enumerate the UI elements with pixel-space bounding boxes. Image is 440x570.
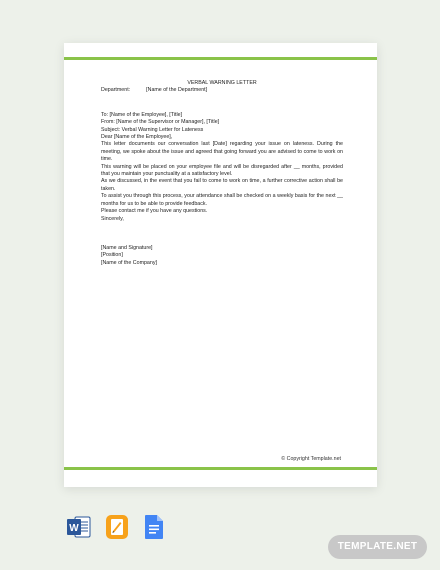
letter-title: VERBAL WARNING LETTER [187, 80, 257, 86]
paragraph: To assist you through this process, your attendance shall be checked on a weekly basis for the next __ months for us to be able to provide feedback. [101, 193, 343, 207]
letter-body [101, 80, 343, 267]
subject-line: Subject: Verbal Warning Letter for Lateness [101, 126, 204, 133]
signature-line: [Name and Signature] [101, 244, 153, 251]
paragraph: This warning will be placed on your employee file and will be disregarded after __ months, provided that you maintain your punctuality at a satisfactory level. [101, 163, 343, 178]
document-preview [64, 43, 377, 487]
top-accent-rule [64, 57, 377, 60]
signature-block [101, 245, 343, 267]
signature-line: [Position] [101, 252, 123, 259]
paragraph: Please contact me if you have any questions. [101, 208, 208, 215]
signature-line: [Name of the Company] [101, 259, 157, 266]
department-line [101, 87, 343, 94]
word-letter: W [69, 523, 79, 534]
department-value: [Name of the Department] [146, 87, 208, 94]
closing: Sincerely, [101, 215, 124, 222]
copyright-text: © Copyright Template.net [281, 456, 341, 462]
google-docs-icon[interactable] [144, 514, 164, 545]
paragraph: This letter documents our conversation last [Date] regarding your issue on lateness. During the meeting, we spoke about the issue and agreed that going forward you are advised to come to work on time. [101, 141, 343, 163]
paragraph: As we discussed, in the event that you fail to come to work on time, a further corrective action shall be taken. [101, 178, 343, 192]
bottom-accent-rule [64, 467, 377, 470]
from-line: From: [Name of the Supervisor or Manager], [Title] [101, 119, 220, 126]
pages-icon[interactable] [105, 514, 129, 545]
template-net-badge[interactable]: TEMPLATE.NET [328, 535, 427, 559]
department-label: Department: [101, 87, 131, 94]
memo-header [101, 112, 343, 134]
greeting: Dear [Name of the Employee], [101, 134, 173, 141]
word-icon[interactable] [67, 514, 91, 545]
to-line: To: [Name of the Employee], [Title] [101, 111, 183, 118]
